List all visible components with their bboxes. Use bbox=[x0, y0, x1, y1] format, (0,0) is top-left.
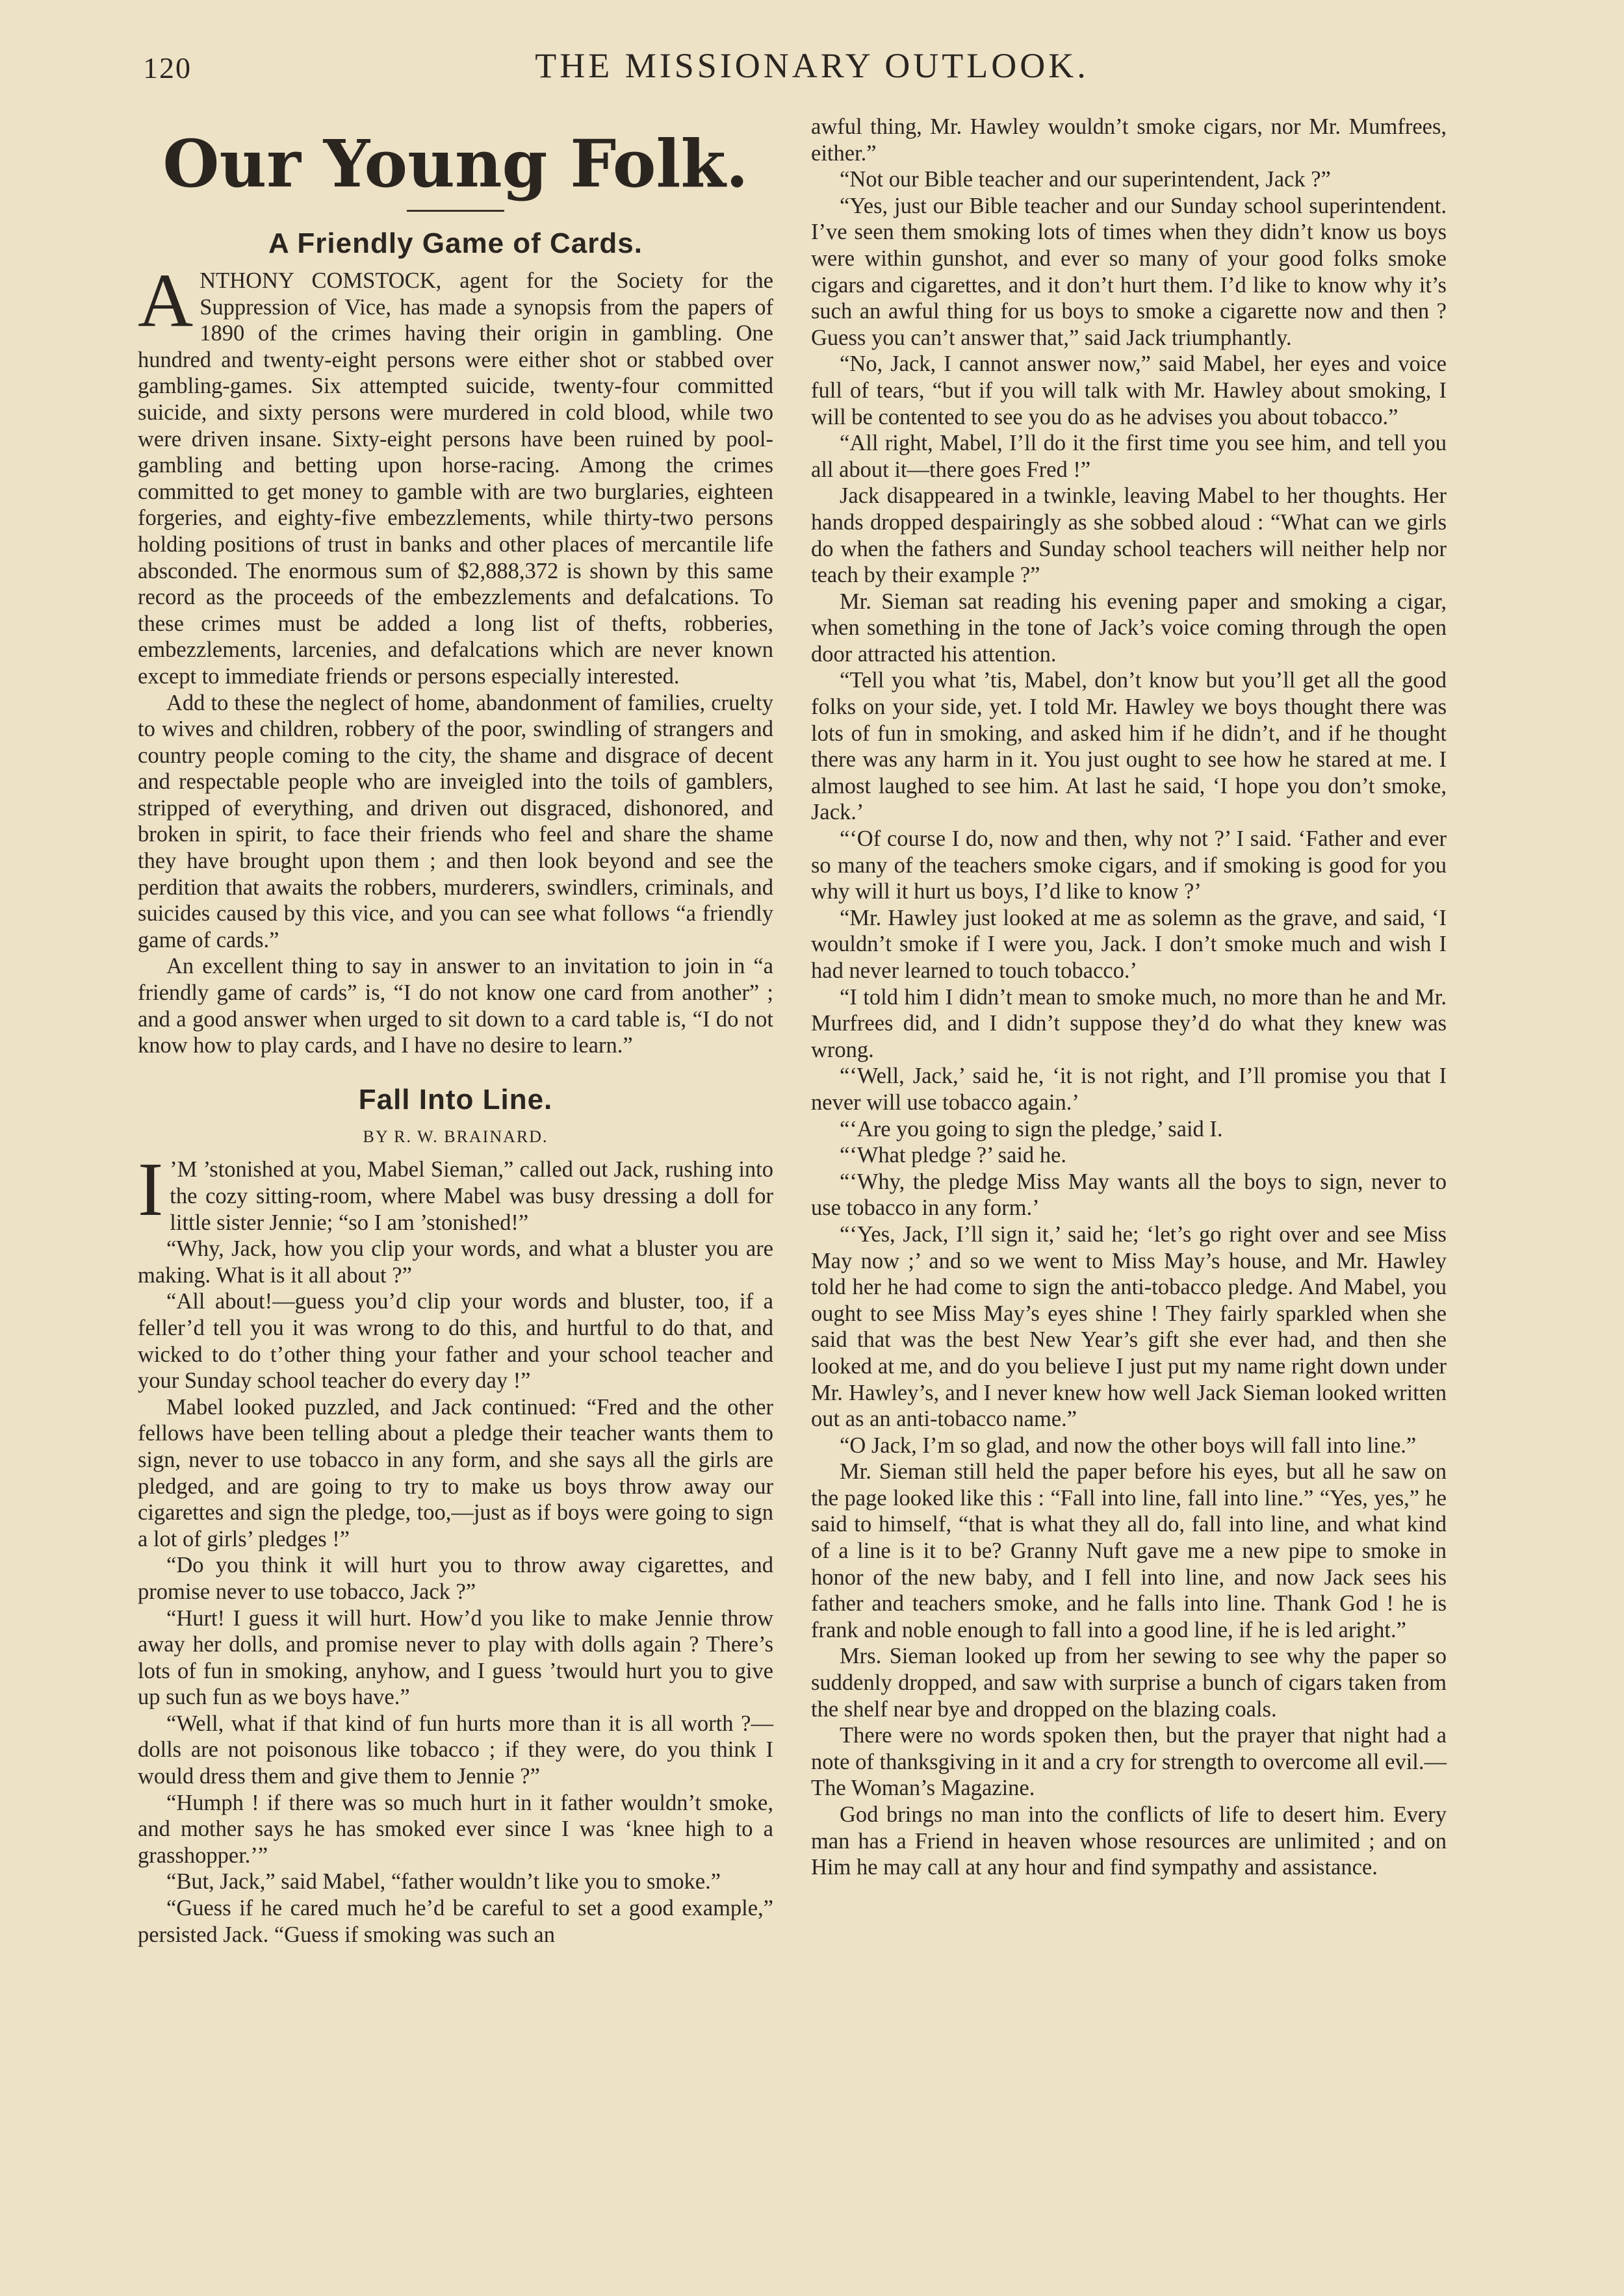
article-title-cards: A Friendly Game of Cards. bbox=[268, 227, 643, 259]
article-line-paragraph: “‘Why, the pledge Miss May wants all the boys to sign, never to use tobacco in any form.’ bbox=[811, 1169, 1447, 1221]
page-number: 120 bbox=[143, 51, 192, 84]
article-line-paragraph: “Hurt! I guess it will hurt. How’d you like to make Jennie throw away her dolls, and promise never to play with dolls again ? There’s lots of fun in smoking, anyhow, and I guess ’twould hurt you to give up such fun as we boys have.” bbox=[138, 1605, 773, 1710]
article-cards-paragraph-1: ANTHONY COMSTOCK, agent for the Society for the Suppression of Vice, has made a synopsis from the papers of 1890 of the crimes having their origin in gambling. One hundred and twenty-eight persons were either shot or stabbed over gambling-games. Six attempted suicide, twenty-four committed suicide, and sixty persons were murdered in cold blood, while two were driven insane. Sixty-eight persons have been ruined by pool-gambling and betting upon horse-racing. Among the crimes committed to get money to gamble with are two burglaries, eighteen forgeries, and eighty-five embezzlements, while thirty-two persons holding positions of trust in banks and other places of mercantile life absconded. The enormous sum of $2,888,372 is shown by this same record as the proceeds of the embezzlements and defalcations. To these crimes must be added a long list of thefts, robberies, embezzlements, larcenies, and defalcations which are never known except to immediate friends or persons especially interested. bbox=[138, 258, 773, 689]
article-line-paragraph: “‘Well, Jack,’ said he, ‘it is not right, and I’ll promise you that I never will use tobacco again.’ bbox=[811, 1064, 1447, 1115]
article-line-paragraph: “All about!—guess you’d clip your words and bluster, too, if a feller’d tell you it was wrong to do this, and hurtful to do that, and wicked to do t’other thing your father and your school teacher and your Sunday school teacher do every day !” bbox=[138, 1289, 773, 1394]
article-line-paragraph: “Yes, just our Bible teacher and our Sunday school superintendent. I’ve seen them smoking lots of times when they didn’t know us boys were within gunshot, and ever so many of your good folks smoke cigars and cigarettes, and it don’t hurt them. I’d like to know why it’s such an awful thing for us boys to smoke a cigarette now and then ? Guess you can’t answer that,” said Jack triumphantly. bbox=[811, 193, 1447, 350]
article-line-paragraph: Jack disappeared in a twinkle, leaving Mabel to her thoughts. Her hands dropped despairingly as she sobbed aloud : “What can we girls do when the fathers and Sunday school teachers will neither help nor teach by their example ?” bbox=[811, 483, 1447, 588]
masthead-rule bbox=[407, 210, 504, 212]
dropcap-a: A bbox=[138, 258, 194, 343]
article-line-paragraph: Mabel looked puzzled, and Jack continued: “Fred and the other fellows have been telling about a pledge their teacher wants them to sign, never to use tobacco in any form, and she says all the girls are pledged, and are going to try to make us boys throw away our cigarettes and sign the pledge, too,—just as if boys were going to sign a lot of girls’ pledges !” bbox=[138, 1394, 773, 1551]
article-line-paragraph: “Tell you what ’tis, Mabel, don’t know but you’ll get all the good folks on your side, yet. I told Mr. Hawley we boys thought there was lots of fun in smoking, and asked him if he didn’t, and if he thought there was any harm in it. You just ought to see how he stared at me. I almost laughed to see him. At last he said, ‘I hope you don’t smoke, Jack.’ bbox=[811, 668, 1447, 825]
article-line-paragraph: “Well, what if that kind of fun hurts more than it is all worth ?—dolls are not poisonous like tobacco ; if they were, do you think I would dress them and give them to Jennie ?” bbox=[138, 1711, 773, 1789]
article-line-paragraph: “Guess if he cared much he’d be careful to set a good example,” persisted Jack. “Guess if smoking was such an bbox=[138, 1896, 773, 1947]
article-title-line: Fall Into Line. bbox=[358, 1083, 553, 1116]
article-line-paragraph: “All right, Mabel, I’ll do it the first time you see him, and tell you all about it—there goes Fred !” bbox=[811, 431, 1447, 482]
article-line-paragraph: “Humph ! if there was so much hurt in it father wouldn’t smoke, and mother says he has smoked ever since I was ‘knee high to a grasshopper.’” bbox=[138, 1790, 773, 1868]
byline: BY R. W. BRAINARD. bbox=[363, 1127, 548, 1146]
article-line-paragraph: Mr. Sieman sat reading his evening paper and smoking a cigar, when something in the tone of Jack’s voice coming through the open door attracted his attention. bbox=[811, 589, 1447, 667]
right-column bbox=[811, 114, 1447, 1881]
article-line-paragraph: Mr. Sieman still held the paper before his eyes, but all he saw on the page looked like this : “Fall into line, fall into line.” “Yes, yes,” he said to himself, “that is what they all do, fall into line, and what kind of a line is it to be? Granny Nuft gave me a new pipe to smoke in honor of the new baby, and I fell into line, and now Jack sees his father and teachers smoke, and he falls into line. Thank God ! he is frank and noble enough to fall into a good line, if he is led aright.” bbox=[811, 1459, 1447, 1642]
article-line-paragraph: “No, Jack, I cannot answer now,” said Mabel, her eyes and voice full of tears, “but if you will talk with Mr. Hawley about smoking, I will be contented to see you do as he advises you about tobacco.” bbox=[811, 351, 1447, 429]
dropcap-i: I bbox=[138, 1147, 164, 1232]
article-line-paragraph: “Why, Jack, how you clip your words, and what a bluster you are making. What is it all about ?” bbox=[138, 1236, 773, 1288]
article-line-paragraph: Mrs. Sieman looked up from her sewing to see why the paper so suddenly dropped, and saw with surprise a bunch of cigars taken from the shelf near bye and dropped on the blazing coals. bbox=[811, 1644, 1447, 1722]
left-column bbox=[138, 114, 773, 1948]
article-line-paragraph: “‘Of course I do, now and then, why not ?’ I said. ‘Father and ever so many of the teachers smoke cigars, and if smoking is good for you why will it hurt us boys, I’d like to know ?’ bbox=[811, 826, 1447, 904]
article-line-paragraph: “I told him I didn’t mean to smoke much, no more than he and Mr. Murfrees did, and I didn’t suppose they’d do what they knew was wrong. bbox=[811, 984, 1447, 1062]
article-line-paragraph-1: I ’M ’stonished at you, Mabel Sieman,” called out Jack, rushing into the cozy sitting-room, where Mabel was busy dressing a doll for little sister Jennie; “so I am ’stonished!” bbox=[138, 1147, 773, 1235]
article-line-continuation: awful thing, Mr. Hawley wouldn’t smoke cigars, nor Mr. Mumfrees, either.” bbox=[811, 114, 1447, 166]
article-cards-paragraph-2: Add to these the neglect of home, abandonment of families, cruelty to wives and children, robbery of the poor, swindling of strangers and country people coming to the city, the shame and disgrace of decent and respectable people who are inveigled into the toils of gamblers, stripped of everything, and driven out disgraced, dishonored, and broken in spirit, to face their friends who feel and share the shame they have brought upon them ; and then look beyond and see the perdition that awaits the robbers, murderers, swindlers, criminals, and suicides caused by this vice, and you can see what follows “a friendly game of cards.” bbox=[138, 690, 773, 952]
article-line-paragraph: “But, Jack,” said Mabel, “father wouldn’t like you to smoke.” bbox=[166, 1869, 721, 1894]
running-title: THE MISSIONARY OUTLOOK. bbox=[535, 46, 1089, 85]
closing-paragraph: God brings no man into the conflicts of life to desert him. Every man has a Friend in heaven whose resources are unlimited ; and on Him he may call at any hour and find sympathy and assistance. bbox=[811, 1802, 1447, 1880]
article-line-paragraph: There were no words spoken then, but the prayer that night had a note of thanksgiving in it and a cry for strength to overcome all evil.—The Woman’s Magazine. bbox=[811, 1723, 1447, 1801]
article-line-paragraph: “O Jack, I’m so glad, and now the other boys will fall into line.” bbox=[840, 1433, 1417, 1458]
article-line-paragraph: “‘Yes, Jack, I’ll sign it,’ said he; ‘let’s go right over and see Miss May now ;’ and so we went to Miss May’s house, and Mr. Hawley told her he had come to sign the anti-tobacco pledge. And Mabel, you ought to see Miss May’s eyes shine ! They fairly sparkled when she said that was the best New Year’s gift she ever had, and then she looked at me, and do you believe I just put my name right down under Mr. Hawley’s, and I never knew how well Jack Sieman looked written out as an anti-tobacco name.” bbox=[811, 1221, 1447, 1432]
article-line-paragraph: “Do you think it will hurt you to throw away cigarettes, and promise never to use tobacco, Jack ?” bbox=[138, 1553, 773, 1604]
article-cards-paragraph-3: An excellent thing to say in answer to an invitation to join in “a friendly game of cards” is, “I do not know one card from another” ; and a good answer when urged to sit down to a card table is, “I do not know how to play cards, and I have no desire to learn.” bbox=[138, 954, 773, 1058]
article-line-paragraph: “‘Are you going to sign the pledge,’ said I. bbox=[840, 1116, 1223, 1142]
article-line-paragraph: “Mr. Hawley just looked at me as solemn as the grave, and said, ‘I wouldn’t smoke if I were you, Jack. I don’t smoke much and wish I had never learned to touch tobacco.’ bbox=[811, 905, 1447, 983]
section-masthead: Our Young Folk. bbox=[162, 125, 749, 202]
article-line-paragraph: “Not our Bible teacher and our superintendent, Jack ?” bbox=[840, 167, 1331, 192]
article-line-paragraph: “‘What pledge ?’ said he. bbox=[840, 1143, 1066, 1168]
